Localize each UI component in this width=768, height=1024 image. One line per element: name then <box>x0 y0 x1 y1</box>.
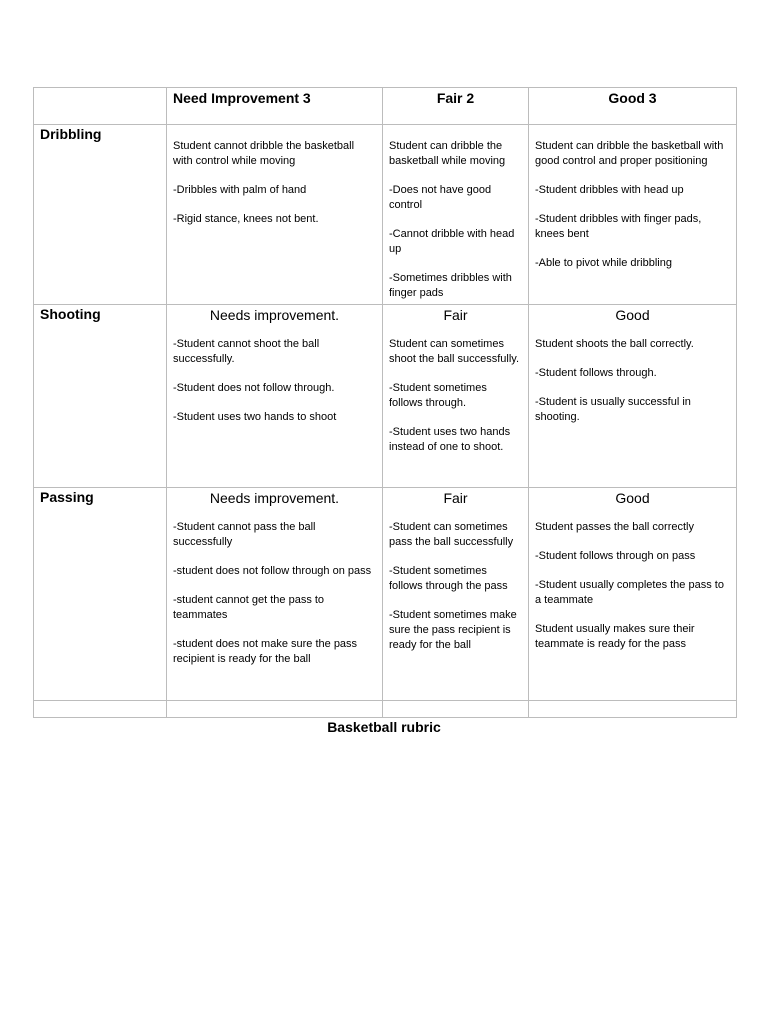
shooting-fair-line: -Student uses two hands instead of one to shoot. <box>389 426 511 453</box>
passing-fair-title: Fair <box>443 490 468 506</box>
shooting-good-line: -Student is usually successful in shooting. <box>535 396 691 423</box>
passing-good-line: Student passes the ball correctly <box>535 521 694 533</box>
passing-fair-cell <box>383 508 528 653</box>
shooting-fair-cell <box>383 325 528 455</box>
shooting-label: Shooting <box>40 306 101 322</box>
shooting-fair-line: Student can sometimes shoot the ball successfully. <box>389 338 520 365</box>
dribbling-fair-line: -Does not have good control <box>389 184 492 211</box>
shooting-good-title: Good <box>615 307 650 323</box>
passing-good-title: Good <box>615 490 650 506</box>
dribbling-fair-line: Student can dribble the basketball while moving <box>389 140 506 167</box>
header-row <box>34 88 737 125</box>
table-caption: Basketball rubric <box>327 719 441 735</box>
header-empty-cell <box>34 88 167 125</box>
passing-need-line: -student does not follow through on pass <box>173 565 372 577</box>
shooting-good-line: -Student follows through. <box>535 367 657 379</box>
passing-label: Passing <box>40 489 94 505</box>
dribbling-good-line: -Student dribbles with head up <box>535 184 684 196</box>
passing-good-line: Student usually makes sure their teammate is ready for the pass <box>535 623 695 650</box>
passing-fair-line: -Student can sometimes pass the ball successfully <box>389 521 514 548</box>
dribbling-need-line: -Dribbles with palm of hand <box>173 184 307 196</box>
shooting-fair-line: -Student sometimes follows through. <box>389 382 487 409</box>
dribbling-need-line: Student cannot dribble the basketball with control while moving <box>173 140 355 167</box>
dribbling-good-line: -Student dribbles with finger pads, knees bent <box>535 213 702 240</box>
passing-need-line: -student cannot get the pass to teammates <box>173 594 325 621</box>
empty-row <box>34 701 737 718</box>
shooting-row <box>34 305 737 488</box>
dribbling-row <box>34 125 737 305</box>
shooting-need-line: -Student uses two hands to shoot <box>173 411 337 423</box>
header-good-label: Good 3 <box>608 90 657 106</box>
header-fair <box>383 88 529 125</box>
shooting-need-title: Needs improvement. <box>209 307 340 323</box>
passing-need-title: Needs improvement. <box>209 490 340 506</box>
dribbling-fair-cell <box>383 125 528 301</box>
passing-need-line: -student does not make sure the pass recipient is ready for the ball <box>173 638 358 665</box>
shooting-need-cell <box>167 325 382 425</box>
shooting-need-line: -Student does not follow through. <box>173 382 335 394</box>
dribbling-good-cell <box>529 125 736 271</box>
header-good <box>529 88 737 125</box>
rubric-table <box>33 87 737 718</box>
dribbling-fair-line: -Cannot dribble with head up <box>389 228 515 255</box>
passing-good-cell <box>529 508 736 652</box>
shooting-good-cell <box>529 325 736 425</box>
dribbling-need-cell <box>167 125 382 227</box>
shooting-good-line: Student shoots the ball correctly. <box>535 338 694 350</box>
passing-good-line: -Student usually completes the pass to a teammate <box>535 579 724 606</box>
passing-need-cell <box>167 508 382 667</box>
dribbling-label: Dribbling <box>40 126 102 142</box>
passing-fair-line: -Student sometimes follows through the pass <box>389 565 508 592</box>
passing-fair-line: -Student sometimes make sure the pass recipient is ready for the ball <box>389 609 517 651</box>
passing-good-line: -Student follows through on pass <box>535 550 696 562</box>
shooting-fair-title: Fair <box>443 307 468 323</box>
shooting-need-line: -Student cannot shoot the ball successfully. <box>173 338 320 365</box>
dribbling-need-line: -Rigid stance, knees not bent. <box>173 213 319 225</box>
dribbling-good-line: -Able to pivot while dribbling <box>535 257 672 269</box>
dribbling-good-line: Student can dribble the basketball with good control and proper positioning <box>535 140 724 167</box>
passing-row <box>34 488 737 701</box>
header-need-improvement-label: Need Improvement 3 <box>173 90 311 106</box>
header-need-improvement <box>167 88 383 125</box>
dribbling-fair-line: -Sometimes dribbles with finger pads <box>389 272 512 299</box>
header-fair-label: Fair 2 <box>436 90 475 106</box>
passing-need-line: -Student cannot pass the ball successfully <box>173 521 316 548</box>
